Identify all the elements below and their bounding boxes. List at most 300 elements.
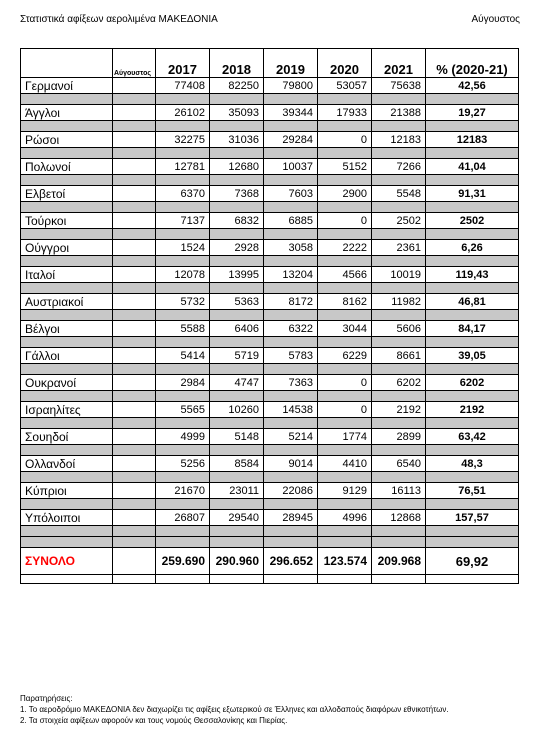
separator-cell bbox=[113, 499, 156, 510]
arrivals-value-cell: 5732 bbox=[156, 294, 210, 310]
month-cell bbox=[113, 375, 156, 391]
separator-cell bbox=[372, 310, 426, 321]
table-row bbox=[21, 240, 519, 256]
separator-cell bbox=[21, 121, 113, 132]
separator-cell bbox=[264, 94, 318, 105]
separator-row bbox=[21, 256, 519, 267]
separator-row bbox=[21, 364, 519, 375]
arrivals-value-cell: 12781 bbox=[156, 159, 210, 175]
month-cell bbox=[113, 294, 156, 310]
arrivals-value-cell: 13995 bbox=[210, 267, 264, 283]
percent-change-cell: 6,26 bbox=[426, 240, 519, 256]
separator-cell bbox=[426, 391, 519, 402]
arrivals-value-cell: 4999 bbox=[156, 429, 210, 445]
arrivals-value-cell: 2502 bbox=[372, 213, 426, 229]
separator-cell bbox=[372, 229, 426, 240]
separator-cell bbox=[21, 418, 113, 429]
separator-cell bbox=[156, 499, 210, 510]
arrivals-value-cell: 0 bbox=[318, 402, 372, 418]
month-cell bbox=[113, 186, 156, 202]
separator-cell bbox=[426, 256, 519, 267]
separator-cell bbox=[156, 202, 210, 213]
separator-cell bbox=[113, 229, 156, 240]
separator-cell bbox=[21, 537, 113, 548]
table-row bbox=[21, 375, 519, 391]
separator-cell bbox=[113, 148, 156, 159]
separator-cell bbox=[426, 148, 519, 159]
table-row bbox=[21, 213, 519, 229]
separator-cell bbox=[318, 310, 372, 321]
month-cell bbox=[113, 267, 156, 283]
separator-cell bbox=[372, 472, 426, 483]
month-cell bbox=[113, 78, 156, 94]
separator-cell bbox=[318, 337, 372, 348]
arrivals-value-cell: 5565 bbox=[156, 402, 210, 418]
separator-cell bbox=[156, 418, 210, 429]
month-cell bbox=[113, 402, 156, 418]
separator-cell bbox=[426, 472, 519, 483]
arrivals-value-cell: 5606 bbox=[372, 321, 426, 337]
separator-cell bbox=[113, 445, 156, 456]
separator-cell bbox=[318, 121, 372, 132]
separator-cell bbox=[210, 337, 264, 348]
separator-cell bbox=[426, 337, 519, 348]
table-row bbox=[21, 159, 519, 175]
arrivals-value-cell: 6370 bbox=[156, 186, 210, 202]
separator-cell bbox=[156, 148, 210, 159]
arrivals-value-cell: 31036 bbox=[210, 132, 264, 148]
separator-cell bbox=[156, 526, 210, 537]
separator-cell bbox=[372, 202, 426, 213]
separator-cell bbox=[318, 94, 372, 105]
arrivals-value-cell: 79800 bbox=[264, 78, 318, 94]
separator-cell bbox=[210, 445, 264, 456]
total-row bbox=[21, 548, 519, 575]
separator-cell bbox=[318, 202, 372, 213]
separator-cell bbox=[21, 575, 113, 584]
separator-cell bbox=[372, 121, 426, 132]
arrivals-value-cell: 0 bbox=[318, 213, 372, 229]
header-month-cell: Αύγουστος bbox=[113, 49, 156, 78]
separator-cell bbox=[372, 391, 426, 402]
arrivals-value-cell: 5719 bbox=[210, 348, 264, 364]
separator-row bbox=[21, 94, 519, 105]
separator-cell bbox=[210, 202, 264, 213]
separator-cell bbox=[21, 94, 113, 105]
arrivals-value-cell: 23011 bbox=[210, 483, 264, 499]
arrivals-value-cell: 5414 bbox=[156, 348, 210, 364]
nationality-cell: Γάλλοι bbox=[21, 348, 113, 364]
arrivals-value-cell: 5148 bbox=[210, 429, 264, 445]
table-row bbox=[21, 186, 519, 202]
separator-cell bbox=[264, 526, 318, 537]
arrivals-value-cell: 1774 bbox=[318, 429, 372, 445]
separator-cell bbox=[372, 418, 426, 429]
table-row bbox=[21, 483, 519, 499]
separator-cell bbox=[318, 148, 372, 159]
separator-cell bbox=[113, 94, 156, 105]
separator-cell bbox=[156, 121, 210, 132]
separator-cell bbox=[264, 575, 318, 584]
header-nationality-cell bbox=[21, 49, 113, 78]
separator-cell bbox=[426, 175, 519, 186]
separator-cell bbox=[156, 337, 210, 348]
separator-cell bbox=[156, 175, 210, 186]
separator-cell bbox=[113, 391, 156, 402]
arrivals-value-cell: 7363 bbox=[264, 375, 318, 391]
arrivals-value-cell: 2899 bbox=[372, 429, 426, 445]
month-cell bbox=[113, 132, 156, 148]
table-row bbox=[21, 105, 519, 121]
separator-cell bbox=[426, 94, 519, 105]
separator-cell bbox=[21, 175, 113, 186]
percent-change-cell: 48,3 bbox=[426, 456, 519, 472]
separator-cell bbox=[113, 202, 156, 213]
separator-row bbox=[21, 499, 519, 510]
arrivals-value-cell: 6885 bbox=[264, 213, 318, 229]
separator-cell bbox=[210, 229, 264, 240]
note-line: 1. Το αεροδρόμιο ΜΑΚΕΔΟΝΙΑ δεν διαχωρίζει τις αφίξεις εξωτερικού σε Έλληνες και αλλοδαπούς διαφόρων εθνικοτήτων. bbox=[20, 705, 449, 714]
nationality-cell: Ουκρανοί bbox=[21, 375, 113, 391]
separator-cell bbox=[156, 94, 210, 105]
separator-cell bbox=[21, 337, 113, 348]
table-row bbox=[21, 267, 519, 283]
separator-cell bbox=[210, 526, 264, 537]
separator-cell bbox=[156, 283, 210, 294]
percent-change-cell: 84,17 bbox=[426, 321, 519, 337]
separator-cell bbox=[318, 175, 372, 186]
arrivals-value-cell: 10019 bbox=[372, 267, 426, 283]
arrivals-value-cell: 0 bbox=[318, 132, 372, 148]
separator-cell bbox=[264, 391, 318, 402]
arrivals-value-cell: 10260 bbox=[210, 402, 264, 418]
separator-cell bbox=[372, 537, 426, 548]
separator-cell bbox=[113, 472, 156, 483]
arrivals-value-cell: 12680 bbox=[210, 159, 264, 175]
arrivals-value-cell: 39344 bbox=[264, 105, 318, 121]
separator-row bbox=[21, 229, 519, 240]
separator-cell bbox=[264, 202, 318, 213]
separator-cell bbox=[113, 256, 156, 267]
arrivals-value-cell: 2900 bbox=[318, 186, 372, 202]
separator-row bbox=[21, 202, 519, 213]
arrivals-value-cell: 6322 bbox=[264, 321, 318, 337]
separator-cell bbox=[156, 391, 210, 402]
separator-cell bbox=[264, 337, 318, 348]
notes-heading: Παρατηρήσεις: bbox=[20, 694, 73, 703]
table-row bbox=[21, 348, 519, 364]
month-label: Αύγουστος bbox=[471, 14, 520, 25]
arrivals-value-cell: 9129 bbox=[318, 483, 372, 499]
separator-cell bbox=[113, 337, 156, 348]
percent-change-cell: 2192 bbox=[426, 402, 519, 418]
separator-cell bbox=[318, 391, 372, 402]
arrivals-value-cell: 29284 bbox=[264, 132, 318, 148]
table-row bbox=[21, 429, 519, 445]
separator-cell bbox=[156, 537, 210, 548]
separator-cell bbox=[210, 121, 264, 132]
separator-cell bbox=[21, 445, 113, 456]
separator-cell bbox=[156, 472, 210, 483]
percent-change-cell: 157,57 bbox=[426, 510, 519, 526]
separator-cell bbox=[372, 337, 426, 348]
arrivals-value-cell: 2192 bbox=[372, 402, 426, 418]
header-year-2021: 2021 bbox=[372, 49, 426, 78]
separator-cell bbox=[113, 526, 156, 537]
separator-cell bbox=[21, 364, 113, 375]
separator-cell bbox=[21, 256, 113, 267]
arrivals-value-cell: 12868 bbox=[372, 510, 426, 526]
separator-cell bbox=[264, 148, 318, 159]
separator-cell bbox=[21, 472, 113, 483]
separator-row bbox=[21, 526, 519, 537]
arrivals-value-cell: 6406 bbox=[210, 321, 264, 337]
separator-cell bbox=[156, 310, 210, 321]
arrivals-value-cell: 5363 bbox=[210, 294, 264, 310]
arrivals-value-cell: 4747 bbox=[210, 375, 264, 391]
table-row bbox=[21, 402, 519, 418]
arrivals-value-cell: 2361 bbox=[372, 240, 426, 256]
notes-section bbox=[20, 693, 530, 726]
separator-row bbox=[21, 575, 519, 584]
arrivals-value-cell: 8584 bbox=[210, 456, 264, 472]
arrivals-value-cell: 5214 bbox=[264, 429, 318, 445]
separator-cell bbox=[264, 175, 318, 186]
month-cell bbox=[113, 429, 156, 445]
month-cell bbox=[113, 548, 156, 575]
separator-cell bbox=[318, 472, 372, 483]
month-cell bbox=[113, 159, 156, 175]
separator-cell bbox=[372, 499, 426, 510]
separator-cell bbox=[210, 537, 264, 548]
separator-cell bbox=[372, 94, 426, 105]
arrivals-value-cell: 290.960 bbox=[210, 548, 264, 575]
separator-cell bbox=[264, 472, 318, 483]
separator-cell bbox=[264, 283, 318, 294]
percent-change-cell: 46,81 bbox=[426, 294, 519, 310]
separator-cell bbox=[264, 418, 318, 429]
arrivals-value-cell: 5783 bbox=[264, 348, 318, 364]
arrivals-value-cell: 16113 bbox=[372, 483, 426, 499]
note-line: 2. Τα στοιχεία αφίξεων αφορούν και τους νομούς Θεσσαλονίκης και Πιερίας. bbox=[20, 716, 288, 725]
arrivals-value-cell: 7368 bbox=[210, 186, 264, 202]
nationality-cell: Ισραηλίτες bbox=[21, 402, 113, 418]
month-cell bbox=[113, 510, 156, 526]
arrivals-value-cell: 32275 bbox=[156, 132, 210, 148]
separator-cell bbox=[426, 202, 519, 213]
separator-cell bbox=[113, 537, 156, 548]
separator-cell bbox=[156, 364, 210, 375]
header-percent-change: % (2020-21) bbox=[426, 49, 519, 78]
arrivals-value-cell: 17933 bbox=[318, 105, 372, 121]
separator-cell bbox=[21, 229, 113, 240]
separator-cell bbox=[210, 175, 264, 186]
separator-cell bbox=[21, 283, 113, 294]
separator-cell bbox=[113, 121, 156, 132]
arrivals-value-cell: 21388 bbox=[372, 105, 426, 121]
separator-cell bbox=[372, 283, 426, 294]
arrivals-value-cell: 8661 bbox=[372, 348, 426, 364]
header-year-2017: 2017 bbox=[156, 49, 210, 78]
separator-row bbox=[21, 283, 519, 294]
arrivals-value-cell: 296.652 bbox=[264, 548, 318, 575]
separator-row bbox=[21, 445, 519, 456]
arrivals-value-cell: 12078 bbox=[156, 267, 210, 283]
separator-cell bbox=[113, 418, 156, 429]
percent-change-cell: 39,05 bbox=[426, 348, 519, 364]
separator-cell bbox=[113, 575, 156, 584]
separator-cell bbox=[426, 526, 519, 537]
table-row bbox=[21, 321, 519, 337]
arrivals-value-cell: 11982 bbox=[372, 294, 426, 310]
table-header-row bbox=[21, 49, 519, 78]
percent-change-cell: 42,56 bbox=[426, 78, 519, 94]
table-row bbox=[21, 132, 519, 148]
separator-cell bbox=[264, 310, 318, 321]
nationality-cell: Βέλγοι bbox=[21, 321, 113, 337]
separator-cell bbox=[426, 445, 519, 456]
percent-change-cell: 2502 bbox=[426, 213, 519, 229]
arrivals-value-cell: 9014 bbox=[264, 456, 318, 472]
separator-cell bbox=[372, 575, 426, 584]
arrivals-value-cell: 123.574 bbox=[318, 548, 372, 575]
arrivals-value-cell: 28945 bbox=[264, 510, 318, 526]
separator-cell bbox=[21, 310, 113, 321]
separator-cell bbox=[21, 148, 113, 159]
separator-cell bbox=[318, 575, 372, 584]
separator-cell bbox=[318, 283, 372, 294]
percent-change-cell: 6202 bbox=[426, 375, 519, 391]
month-cell bbox=[113, 321, 156, 337]
header-year-2018: 2018 bbox=[210, 49, 264, 78]
arrivals-value-cell: 6540 bbox=[372, 456, 426, 472]
separator-row bbox=[21, 418, 519, 429]
table-row bbox=[21, 510, 519, 526]
separator-cell bbox=[318, 229, 372, 240]
month-cell bbox=[113, 240, 156, 256]
arrivals-value-cell: 10037 bbox=[264, 159, 318, 175]
separator-cell bbox=[21, 202, 113, 213]
arrivals-value-cell: 0 bbox=[318, 375, 372, 391]
separator-cell bbox=[210, 575, 264, 584]
table-row bbox=[21, 294, 519, 310]
nationality-cell: Πολωνοί bbox=[21, 159, 113, 175]
nationality-cell: Ελβετοί bbox=[21, 186, 113, 202]
separator-cell bbox=[210, 472, 264, 483]
arrivals-value-cell: 4566 bbox=[318, 267, 372, 283]
separator-cell bbox=[264, 537, 318, 548]
separator-cell bbox=[426, 499, 519, 510]
arrivals-value-cell: 26807 bbox=[156, 510, 210, 526]
arrivals-value-cell: 22086 bbox=[264, 483, 318, 499]
table-row bbox=[21, 78, 519, 94]
separator-cell bbox=[264, 499, 318, 510]
arrivals-value-cell: 14538 bbox=[264, 402, 318, 418]
arrivals-value-cell: 7137 bbox=[156, 213, 210, 229]
separator-cell bbox=[210, 94, 264, 105]
percent-change-cell: 19,27 bbox=[426, 105, 519, 121]
month-cell bbox=[113, 105, 156, 121]
nationality-cell: Ολλανδοί bbox=[21, 456, 113, 472]
separator-cell bbox=[156, 445, 210, 456]
nationality-cell: Ρώσοι bbox=[21, 132, 113, 148]
separator-cell bbox=[426, 537, 519, 548]
percent-change-cell: 76,51 bbox=[426, 483, 519, 499]
separator-cell bbox=[372, 526, 426, 537]
separator-row bbox=[21, 472, 519, 483]
separator-cell bbox=[210, 283, 264, 294]
separator-cell bbox=[426, 121, 519, 132]
separator-row bbox=[21, 337, 519, 348]
arrivals-value-cell: 2928 bbox=[210, 240, 264, 256]
separator-row bbox=[21, 391, 519, 402]
arrivals-value-cell: 12183 bbox=[372, 132, 426, 148]
arrivals-value-cell: 2984 bbox=[156, 375, 210, 391]
separator-cell bbox=[21, 391, 113, 402]
separator-cell bbox=[264, 256, 318, 267]
percent-change-cell: 12183 bbox=[426, 132, 519, 148]
total-label: ΣΥΝΟΛΟ bbox=[21, 548, 113, 575]
separator-cell bbox=[113, 283, 156, 294]
arrivals-value-cell: 209.968 bbox=[372, 548, 426, 575]
separator-cell bbox=[426, 364, 519, 375]
separator-row bbox=[21, 537, 519, 548]
separator-row bbox=[21, 148, 519, 159]
separator-cell bbox=[210, 256, 264, 267]
separator-cell bbox=[21, 499, 113, 510]
percent-change-cell: 91,31 bbox=[426, 186, 519, 202]
arrivals-value-cell: 3044 bbox=[318, 321, 372, 337]
separator-cell bbox=[426, 418, 519, 429]
nationality-cell: Ιταλοί bbox=[21, 267, 113, 283]
arrivals-value-cell: 5152 bbox=[318, 159, 372, 175]
month-cell bbox=[113, 456, 156, 472]
separator-cell bbox=[426, 229, 519, 240]
separator-cell bbox=[318, 526, 372, 537]
separator-cell bbox=[156, 256, 210, 267]
arrivals-value-cell: 26102 bbox=[156, 105, 210, 121]
arrivals-value-cell: 13204 bbox=[264, 267, 318, 283]
arrivals-value-cell: 4996 bbox=[318, 510, 372, 526]
separator-cell bbox=[210, 418, 264, 429]
month-cell bbox=[113, 483, 156, 499]
separator-cell bbox=[318, 537, 372, 548]
month-cell bbox=[113, 348, 156, 364]
page-title: Στατιστικά αφίξεων αερολιμένα ΜΑΚΕΔΟΝΙΑ bbox=[20, 14, 218, 25]
arrivals-value-cell: 82250 bbox=[210, 78, 264, 94]
nationality-cell: Γερμανοί bbox=[21, 78, 113, 94]
separator-cell bbox=[318, 256, 372, 267]
separator-cell bbox=[210, 499, 264, 510]
separator-cell bbox=[372, 256, 426, 267]
separator-cell bbox=[113, 175, 156, 186]
nationality-cell: Αυστριακοί bbox=[21, 294, 113, 310]
arrivals-value-cell: 5548 bbox=[372, 186, 426, 202]
separator-cell bbox=[372, 445, 426, 456]
separator-cell bbox=[318, 364, 372, 375]
arrivals-value-cell: 4410 bbox=[318, 456, 372, 472]
arrivals-value-cell: 53057 bbox=[318, 78, 372, 94]
separator-cell bbox=[210, 148, 264, 159]
arrivals-value-cell: 29540 bbox=[210, 510, 264, 526]
arrivals-value-cell: 6202 bbox=[372, 375, 426, 391]
arrivals-value-cell: 7603 bbox=[264, 186, 318, 202]
separator-cell bbox=[426, 283, 519, 294]
header-year-2019: 2019 bbox=[264, 49, 318, 78]
separator-cell bbox=[156, 575, 210, 584]
separator-cell bbox=[318, 499, 372, 510]
arrivals-table bbox=[20, 48, 519, 584]
